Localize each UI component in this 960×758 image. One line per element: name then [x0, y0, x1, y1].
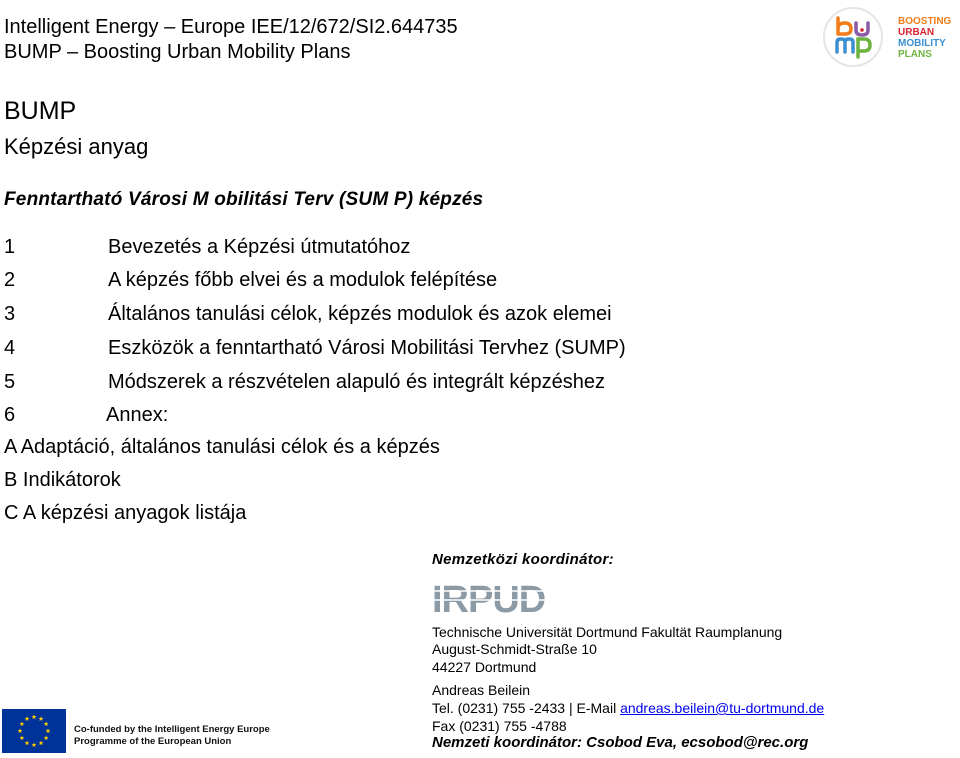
toc-number: 2	[4, 269, 16, 291]
contact-name: Andreas Beilein	[432, 682, 531, 698]
toc-number: 4	[4, 337, 16, 359]
toc-text: Bevezetés a Képzési útmutatóhoz	[108, 236, 411, 258]
bump-logo	[820, 4, 960, 75]
project-name: BUMP – Boosting Urban Mobility Plans	[4, 41, 351, 63]
bump-logo-line2: URBAN	[898, 27, 935, 38]
institution-name: Technische Universität Dortmund Fakultät Raumplanung	[432, 624, 783, 640]
eu-text-line1: Co-funded by the Intelligent Energy Europe	[74, 724, 270, 735]
annex-item: C A képzési anyagok listája	[4, 502, 247, 524]
toc-text: Eszközök a fenntartható Városi Mobilitási Tervhez (SUMP)	[108, 337, 626, 359]
toc-number: 5	[4, 371, 16, 393]
contact-fax: Fax (0231) 755 -4788	[432, 718, 567, 734]
phone-text: Tel. (0231) 755 -2433 | E-Mail	[432, 700, 621, 716]
document-title: BUMP	[4, 97, 77, 125]
contact-phone-email	[432, 699, 824, 717]
annex-item: A Adaptáció, általános tanulási célok és a képzés	[4, 436, 440, 458]
toc-number: 6	[4, 404, 16, 426]
bump-logo-line4: PLANS	[898, 49, 932, 60]
toc-text: A képzés főbb elvei és a modulok felépítése	[108, 269, 498, 291]
street-address: August-Schmidt-Straße 10	[432, 641, 597, 657]
toc-item	[4, 268, 497, 292]
project-reference: Intelligent Energy – Europe IEE/12/672/SI2.644735	[4, 16, 458, 38]
irpud-logo-text: IRPUD	[432, 579, 546, 621]
toc-item	[4, 336, 626, 360]
toc-text: Általános tanulási célok, képzés modulok és azok elemei	[108, 303, 612, 325]
toc-item	[4, 403, 168, 427]
eu-cofunding-logo	[2, 709, 270, 758]
city-address: 44227 Dortmund	[432, 659, 537, 675]
bump-logo-line3: MOBILITY	[898, 38, 946, 49]
toc-number: 3	[4, 303, 16, 325]
annex-item: B Indikátorok	[4, 469, 121, 491]
national-coordinator: Nemzeti koordinátor: Csobod Eva, ecsobod@rec.org	[432, 734, 809, 751]
toc-item	[4, 302, 612, 326]
toc-text: Módszerek a részvételen alapuló és integrált képzéshez	[108, 371, 605, 393]
irpud-logo	[430, 580, 580, 621]
document-subtitle: Képzési anyag	[4, 134, 149, 159]
course-title: Fenntartható Városi M obilitási Terv (SUM P) képzés	[4, 189, 484, 210]
toc-number: 1	[4, 236, 16, 258]
email-link[interactable]: andreas.beilein@tu-dortmund.de	[620, 700, 825, 716]
toc-item	[4, 235, 410, 259]
toc-text: Annex:	[106, 404, 169, 426]
coordinator-label: Nemzetközi koordinátor:	[432, 551, 614, 568]
eu-text-line2: Programme of the European Union	[74, 736, 232, 747]
bump-logo-line1: BOOSTING	[898, 16, 952, 27]
toc-item	[4, 370, 605, 394]
